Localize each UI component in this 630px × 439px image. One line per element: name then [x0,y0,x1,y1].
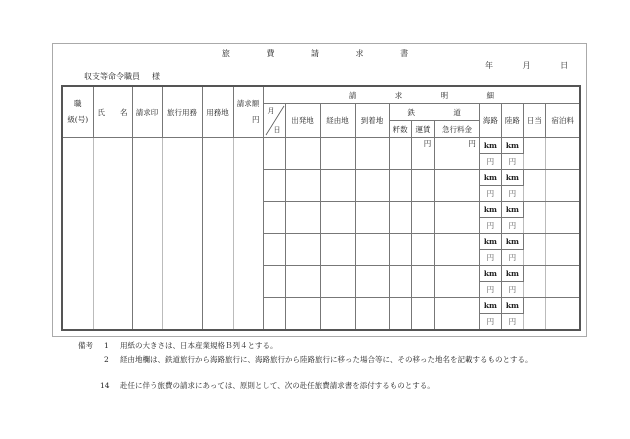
arrival-input[interactable] [355,170,389,202]
departure-input[interactable] [285,266,320,298]
header-rail-fare: 運賃 [411,121,434,138]
note-number: 14 [100,381,110,390]
sea-km-input[interactable]: km [479,266,501,282]
daily-input[interactable] [523,298,545,331]
lodging-input[interactable] [545,266,580,298]
land-yen-input[interactable]: 円 [501,154,523,170]
travel-expense-table [61,85,581,331]
title-char: 書 [400,49,409,58]
header-lodging: 宿泊料 [545,104,580,138]
departure-input[interactable] [285,202,320,234]
date-month[interactable]: 月 [522,61,531,70]
sea-km-input[interactable]: km [479,234,501,250]
rail-express-input[interactable] [435,202,480,234]
place-input[interactable] [202,138,233,331]
departure-input[interactable] [285,298,320,331]
seal-input[interactable] [132,138,162,331]
month-day-input[interactable] [263,298,285,331]
rail-express-input[interactable]: 円 [435,138,480,170]
land-yen-input[interactable]: 円 [501,314,523,331]
daily-input[interactable] [523,202,545,234]
rail-fare-input[interactable] [411,298,434,331]
arrival-input[interactable] [355,202,389,234]
header-rail-express: 急行料金 [435,121,480,138]
notes-label: 備考 [78,341,93,350]
month-day-input[interactable] [263,234,285,266]
addressee-title: 収支等命令職員 [84,72,140,81]
land-yen-input[interactable]: 円 [501,218,523,234]
departure-input[interactable] [285,138,320,170]
month-day-input[interactable] [263,138,285,170]
rail-express-input[interactable] [435,234,480,266]
header-via: 経由地 [320,104,355,138]
header-rail-group: 鉄 道 [389,104,479,121]
land-km-input[interactable]: km [501,234,523,250]
daily-input[interactable] [523,170,545,202]
lodging-input[interactable] [545,170,580,202]
header-month-day: 月 日 [263,104,285,138]
lodging-input[interactable] [545,138,580,170]
sea-yen-input[interactable]: 円 [479,218,501,234]
purpose-input[interactable] [162,138,202,331]
via-input[interactable] [320,202,355,234]
rail-distance-input[interactable] [389,298,411,331]
rail-distance-input[interactable] [389,170,411,202]
name-input[interactable] [93,138,132,331]
header-daily: 日当 [523,104,545,138]
arrival-input[interactable] [355,138,389,170]
header-arrival: 到着地 [355,104,389,138]
note-text: 経由地欄は、鉄道旅行から海路旅行に、海路旅行から陸路旅行に移った場合等に、その移った地名を記載するものとする。 [120,355,533,364]
daily-input[interactable] [523,266,545,298]
header-place: 用務地 [202,86,233,138]
rail-fare-input[interactable] [411,266,434,298]
lodging-input[interactable] [545,298,580,331]
note-text: 赴任に伴う旅費の請求にあっては、原則として、次の赴任旅費請求書を添付するものとする。 [120,381,435,390]
land-km-input[interactable]: km [501,138,523,154]
header-seal: 請求印 [132,86,162,138]
sea-yen-input[interactable]: 円 [479,154,501,170]
header-land: 陸路 [501,104,523,138]
note-number: 1 [104,341,109,350]
date-field [485,60,595,71]
via-input[interactable] [320,266,355,298]
title-char: 費 [266,49,275,58]
header-sea: 海路 [479,104,501,138]
rail-distance-input[interactable] [389,138,411,170]
via-input[interactable] [320,138,355,170]
land-km-input[interactable]: km [501,170,523,186]
departure-input[interactable] [285,170,320,202]
sea-yen-input[interactable]: 円 [479,282,501,298]
month-day-input[interactable] [263,170,285,202]
month-day-input[interactable] [263,266,285,298]
via-input[interactable] [320,234,355,266]
sea-yen-input[interactable]: 円 [479,314,501,331]
daily-input[interactable] [523,138,545,170]
note-number: 2 [104,355,109,364]
land-yen-input[interactable]: 円 [501,186,523,202]
rail-distance-input[interactable] [389,234,411,266]
rail-fare-input[interactable] [411,234,434,266]
rail-express-input[interactable] [435,170,480,202]
rail-fare-input[interactable] [411,170,434,202]
month-day-input[interactable] [263,202,285,234]
header-purpose: 旅行用務 [162,86,202,138]
sea-km-input[interactable]: km [479,170,501,186]
via-input[interactable] [320,298,355,331]
arrival-input[interactable] [355,298,389,331]
sea-km-input[interactable]: km [479,298,501,314]
land-km-input[interactable]: km [501,202,523,218]
arrival-input[interactable] [355,266,389,298]
land-yen-input[interactable]: 円 [501,250,523,266]
date-day[interactable]: 日 [560,61,569,70]
addressee [84,71,160,82]
title-char: 求 [355,49,364,58]
header-amount: 請求額 円 [233,86,263,138]
arrival-input[interactable] [355,234,389,266]
note-text: 用紙の大きさは、日本産業規格Ｂ列４とする。 [120,341,278,350]
rail-express-input[interactable] [435,266,480,298]
land-km-input[interactable]: km [501,266,523,282]
header-departure: 出発地 [285,104,320,138]
header-name: 氏 名 [93,86,132,138]
rail-express-input[interactable] [435,298,480,331]
header-detail-group: 請 求 明 細 [263,86,580,104]
form-title [0,48,630,59]
sea-km-input[interactable]: km [479,138,501,154]
sea-yen-input[interactable]: 円 [479,186,501,202]
rail-distance-input[interactable] [389,202,411,234]
daily-input[interactable] [523,234,545,266]
addressee-suffix: 様 [152,72,160,81]
title-char: 旅 [221,49,230,58]
sea-km-input[interactable]: km [479,202,501,218]
header-rank: 職 級(号) [62,86,93,138]
date-year[interactable]: 年 [485,61,493,70]
lodging-input[interactable] [545,234,580,266]
sea-yen-input[interactable]: 円 [479,250,501,266]
rail-distance-input[interactable] [389,266,411,298]
land-km-input[interactable]: km [501,298,523,314]
rail-fare-input[interactable]: 円 [411,138,434,170]
rail-fare-input[interactable] [411,202,434,234]
via-input[interactable] [320,170,355,202]
amount-input[interactable] [233,138,263,331]
lodging-input[interactable] [545,202,580,234]
header-rail-distance: 粁数 [389,121,411,138]
title-char: 請 [311,49,319,58]
land-yen-input[interactable]: 円 [501,282,523,298]
departure-input[interactable] [285,234,320,266]
rank-input[interactable] [62,138,93,331]
